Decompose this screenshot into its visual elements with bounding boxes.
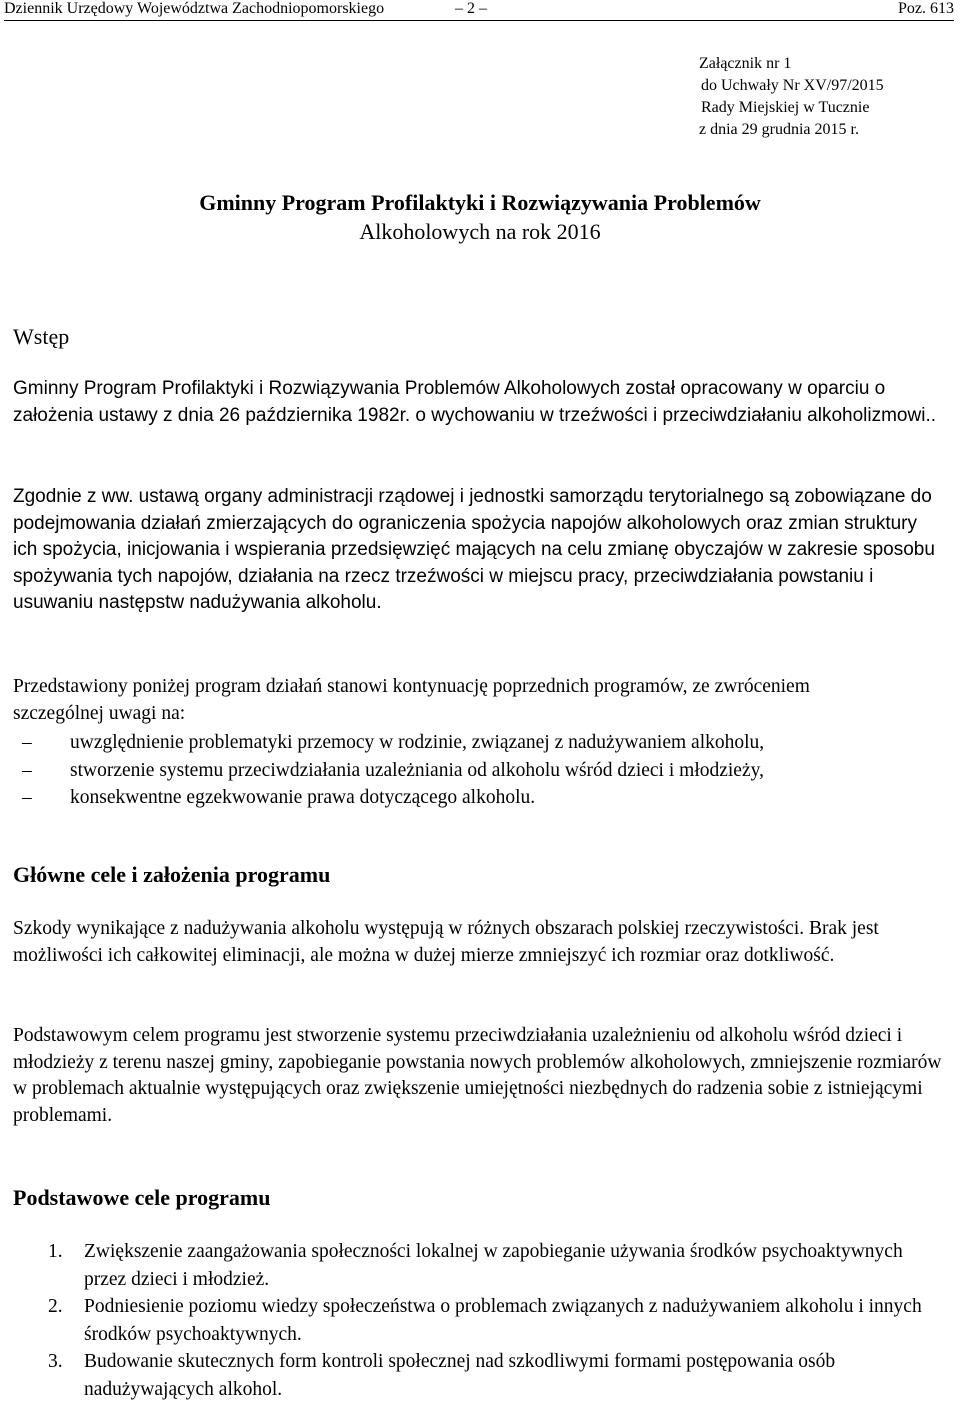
heading-main-goals: Główne cele i założenia programu [13,862,331,887]
heading-basic-goals: Podstawowe cele programu [13,1185,271,1210]
list-item [22,729,942,757]
list-item-text: Zwiększenie zaangażowania społeczności lokalnej w zapobieganie używania środków psychoaktywnych przez dzieci i młodzież. [84,1241,903,1290]
list-item [48,1238,948,1293]
list-item-text: Budowanie skutecznych form kontroli społecznej nad szkodliwymi formami postępowania osób nadużywających alkohol. [84,1351,836,1400]
attachment-line-2: do Uchwały Nr XV/97/2015 [701,77,884,94]
basic-goals-list [48,1238,948,1403]
document-title: Gminny Program Profilaktyki i Rozwiązywania Problemów [199,190,761,215]
goals-paragraph-2: Podstawowym celem programu jest stworzenie systemu przeciwdziałania uzależnieniu od alkoholu wśród dzieci i młodzieży z terenu naszej gminy, zapobieganie powstania nowych problemów alkoholowych, zmniejszenie rozmiarów w problemach aktualnie występujących oraz zwiększenie umiejętności niezbędnych do radzenia sobie z istniejącymi problemami. [13,1025,942,1126]
focus-list [22,729,942,812]
attachment-block [699,53,884,141]
intro-paragraph-3: Przedstawiony poniżej program działań stanowi kontynuację poprzednich programów, ze zwróceniem szczególnej uwagi na: [13,676,810,724]
position-number: Poz. 613 [898,0,954,17]
list-item [48,1348,948,1403]
list-number: 2. [48,1296,63,1317]
attachment-line-4: z dnia 29 grudnia 2015 r. [699,121,859,138]
attachment-line-1: Załącznik nr 1 [699,55,792,72]
list-number: 3. [48,1351,63,1372]
dash-bullet: – [22,787,32,808]
journal-name: Dziennik Urzędowy Województwa Zachodniopomorskiego [4,0,385,17]
list-item [22,757,942,785]
document-subtitle: Alkoholowych na rok 2016 [359,219,601,244]
list-item [22,784,942,812]
running-header [4,0,954,21]
list-item [48,1293,948,1348]
list-item-text: uwzględnienie problematyki przemocy w rodzinie, związanej z nadużywaniem alkoholu, [70,732,765,753]
goals-paragraph-1: Szkody wynikające z nadużywania alkoholu występują w różnych obszarach polskiej rzeczywistości. Brak jest możliwości ich całkowitej eliminacji, ale można w dużej mierze zmniejszyć ich rozmiar oraz dotkliwość. [13,918,879,966]
page-number: – 2 – [455,0,487,17]
list-number: 1. [48,1241,63,1262]
heading-intro: Wstęp [13,324,70,349]
list-item-text: Podniesienie poziomu wiedzy społeczeństwa o problemach związanych z nadużywaniem alkoholu i innych środków psychoaktywnych. [84,1296,922,1345]
dash-bullet: – [22,732,32,753]
list-item-text: stworzenie systemu przeciwdziałania uzależniania od alkoholu wśród dzieci i młodzieży, [70,759,764,781]
intro-paragraph-1: Gminny Program Profilaktyki i Rozwiązywania Problemów Alkoholowych został opracowany w oparciu o założenia ustawy z dnia 26 października 1982r. o wychowaniu w trzeźwości i przeciwdziałaniu alkoholizmowi.. [13,378,937,426]
dash-bullet: – [22,759,32,781]
intro-paragraph-2: Zgodnie z ww. ustawą organy administracji rządowej i jednostki samorządu terytorialnego są zobowiązane do podejmowania działań zmierzających do ograniczenia spożycia napojów alkoholowych oraz zmian struktury ich spożycia, inicjowania i wspierania przedsięwzięć mających na celu zmianę obyczajów w zakresie sposobu spożywania tych napojów, działania na rzecz trzeźwości w miejscu pracy, przeciwdziałania powstaniu i usuwaniu następstw nadużywania alkoholu. [13,486,935,613]
list-item-text: konsekwentne egzekwowanie prawa dotyczącego alkoholu. [70,787,536,808]
attachment-line-3: Rady Miejskiej w Tucznie [701,99,870,116]
